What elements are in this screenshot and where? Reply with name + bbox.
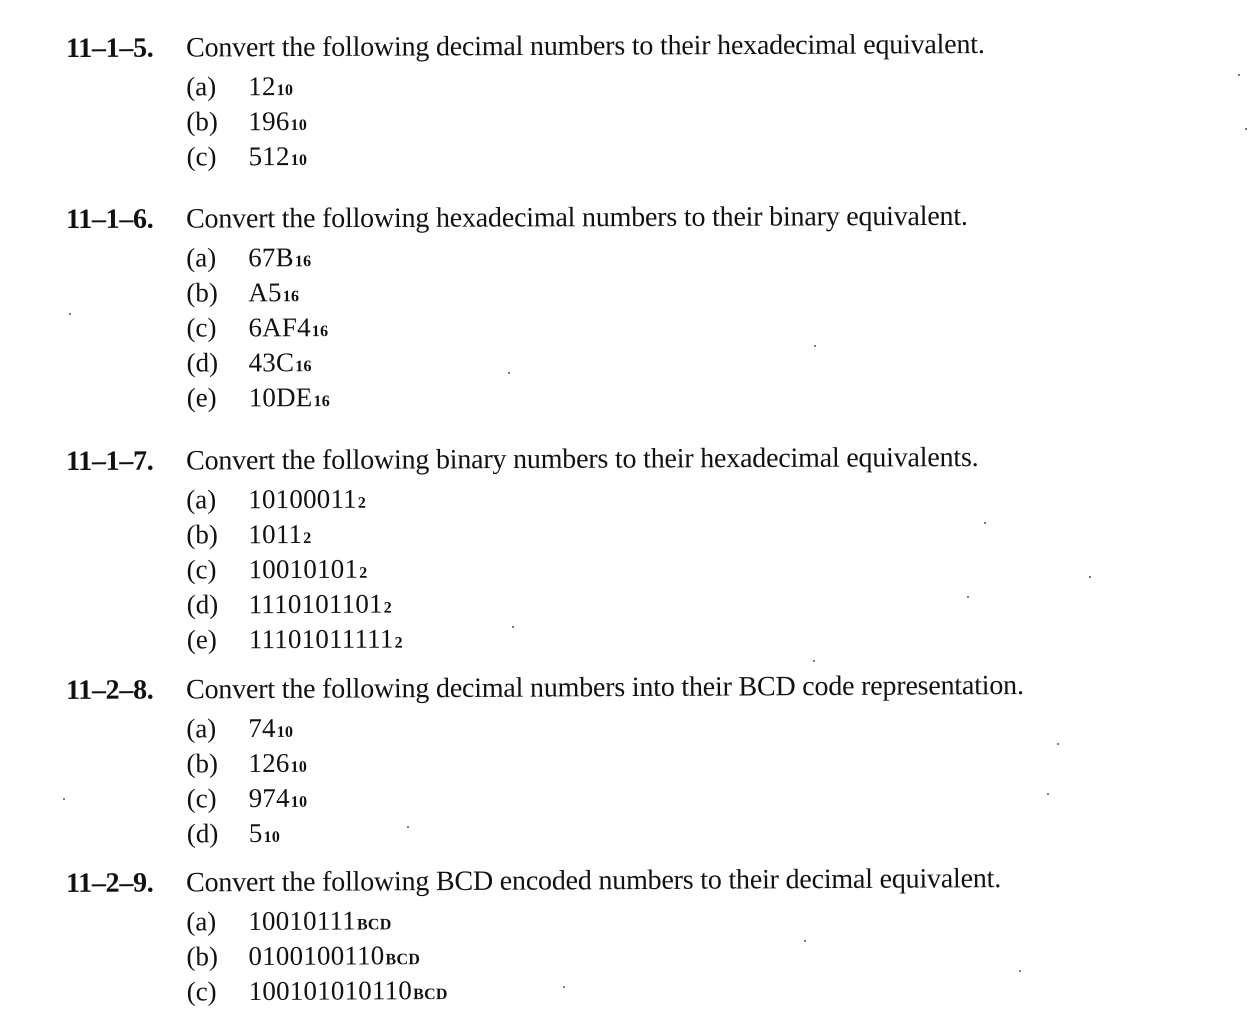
- problem-prompt: Convert the following decimal numbers to their hexadecimal equivalent.: [186, 28, 985, 64]
- scan-speck: [1238, 74, 1240, 76]
- item-label: (b): [186, 941, 219, 972]
- item-label: (b): [186, 519, 218, 550]
- item-label: (c): [186, 783, 217, 814]
- item-value: 12: [248, 71, 276, 102]
- item-label: (d): [186, 347, 219, 378]
- scan-speck: [813, 660, 815, 662]
- scan-speck: [814, 345, 816, 347]
- item-base-subscript: 16: [282, 288, 300, 306]
- problem-item: [186, 342, 1186, 380]
- problem-items: [186, 65, 1186, 174]
- problem-number: 11–1–5.: [66, 32, 154, 64]
- item-base-subscript: 2: [359, 564, 368, 582]
- problem-item: [186, 237, 1186, 275]
- item-value: 5: [248, 817, 263, 849]
- item-value: 11101011111: [248, 623, 394, 655]
- item-base-subscript: 16: [313, 393, 331, 411]
- problem-items: [186, 478, 1187, 657]
- item-base-subscript: 2: [394, 634, 403, 652]
- item-label: (e): [186, 624, 217, 655]
- problem-item: [186, 307, 1186, 345]
- scan-speck: [1057, 743, 1059, 745]
- scan-speck: [1047, 793, 1049, 795]
- scan-speck: [1245, 128, 1247, 130]
- item-label: (b): [186, 277, 218, 308]
- problem-items: [186, 706, 1187, 851]
- problem-item: [186, 135, 1186, 174]
- item-value: 126: [248, 747, 290, 779]
- item-label: (d): [186, 818, 219, 849]
- problem-item: [186, 100, 1186, 139]
- item-label: (c): [186, 141, 217, 172]
- problem-heading: [66, 27, 1186, 66]
- item-value: 10100011: [248, 483, 357, 515]
- problem-prompt: Convert the following BCD encoded numbers to their decimal equivalent.: [186, 863, 1002, 899]
- problem-number: 11–2–8.: [66, 674, 154, 706]
- scan-speck: [563, 986, 565, 988]
- item-value: 6AF4: [248, 312, 311, 343]
- problem-prompt: Convert the following hexadecimal numbers to their binary equivalent.: [186, 200, 968, 235]
- problem-item: [187, 776, 1187, 816]
- item-base-subscript: 10: [290, 793, 308, 811]
- problem-heading: [66, 199, 1186, 237]
- problem-item: [186, 478, 1186, 517]
- item-value: 974: [248, 782, 290, 814]
- scan-speck: [1019, 970, 1021, 972]
- item-label: (e): [186, 382, 217, 413]
- scan-speck: [984, 522, 986, 524]
- scan-speck: [967, 596, 969, 598]
- item-value: 0100100110: [248, 940, 385, 972]
- item-base-subscript: 2: [357, 494, 367, 512]
- problem-item: [186, 706, 1186, 746]
- problem-item: [187, 377, 1187, 415]
- problem-item: [186, 548, 1186, 587]
- problem-11-2-8: [66, 668, 1187, 852]
- item-value: 100101010110: [248, 975, 413, 1007]
- item-base-subscript: 2: [303, 529, 312, 547]
- problem-11-1-7: [66, 440, 1187, 658]
- scan-speck: [63, 798, 65, 800]
- item-value: 196: [248, 106, 290, 137]
- item-base-subscript: 10: [276, 723, 294, 741]
- item-value: 512: [248, 141, 290, 172]
- problem-item: [186, 899, 1186, 939]
- item-base-subscript: BCD: [413, 986, 448, 1004]
- item-value: 10010111: [248, 905, 356, 937]
- item-label: (a): [186, 713, 217, 744]
- problem-items: [186, 237, 1187, 415]
- item-base-subscript: BCD: [385, 951, 421, 969]
- item-value: 74: [248, 712, 276, 744]
- item-value: 43C: [248, 347, 295, 378]
- problem-item: [187, 969, 1187, 1009]
- item-label: (a): [186, 71, 217, 102]
- scan-speck: [407, 826, 409, 828]
- scan-speck: [804, 940, 806, 942]
- item-label: (b): [186, 106, 218, 137]
- item-base-subscript: 10: [263, 828, 281, 846]
- item-label: (a): [186, 906, 217, 937]
- problem-number: 11–2–9.: [66, 867, 154, 899]
- problem-prompt: Convert the following binary numbers to their hexadecimal equivalents.: [186, 442, 979, 477]
- item-base-subscript: 16: [295, 358, 312, 376]
- problem-item: [186, 934, 1186, 974]
- problem-item: [187, 583, 1187, 622]
- item-label: (a): [186, 484, 217, 515]
- item-value: 10010101: [248, 553, 359, 585]
- problem-heading: [66, 861, 1186, 901]
- scan-speck: [512, 626, 514, 628]
- problem-heading: [66, 668, 1186, 708]
- problem-11-1-6: [66, 199, 1187, 416]
- item-label: (b): [186, 748, 219, 779]
- problem-item: [186, 513, 1186, 552]
- problem-item: [187, 811, 1187, 851]
- item-label: (c): [186, 554, 217, 585]
- item-base-subscript: 10: [290, 151, 308, 170]
- problem-item: [186, 65, 1186, 104]
- problem-item: [187, 618, 1187, 657]
- item-base-subscript: 10: [290, 116, 308, 135]
- item-base-subscript: 16: [311, 323, 329, 341]
- item-value: 1110101101: [248, 588, 383, 620]
- problem-number: 11–1–6.: [66, 203, 154, 235]
- problem-item: [186, 741, 1186, 781]
- problem-heading: [66, 440, 1186, 479]
- item-value: A5: [248, 277, 282, 308]
- scan-speck: [1089, 576, 1091, 578]
- item-label: (a): [186, 242, 217, 273]
- item-label: (c): [186, 976, 217, 1007]
- item-base-subscript: 10: [290, 758, 308, 776]
- item-label: (c): [186, 312, 217, 343]
- problem-items: [186, 899, 1187, 1009]
- problem-11-1-5: [66, 27, 1187, 175]
- scan-speck: [508, 372, 510, 374]
- problem-prompt: Convert the following decimal numbers into their BCD code representation.: [186, 669, 1024, 706]
- item-base-subscript: 2: [383, 599, 393, 617]
- item-value: 10DE: [248, 382, 313, 413]
- item-label: (d): [186, 589, 219, 620]
- item-base-subscript: 10: [276, 82, 294, 100]
- item-value: 1011: [248, 518, 303, 550]
- item-base-subscript: BCD: [356, 916, 392, 934]
- scan-speck: [69, 313, 71, 315]
- item-value: 67B: [248, 242, 294, 273]
- problem-number: 11–1–7.: [66, 445, 154, 477]
- item-base-subscript: 16: [294, 253, 312, 271]
- problem-item: [186, 272, 1186, 310]
- problem-11-2-9: [66, 861, 1187, 1010]
